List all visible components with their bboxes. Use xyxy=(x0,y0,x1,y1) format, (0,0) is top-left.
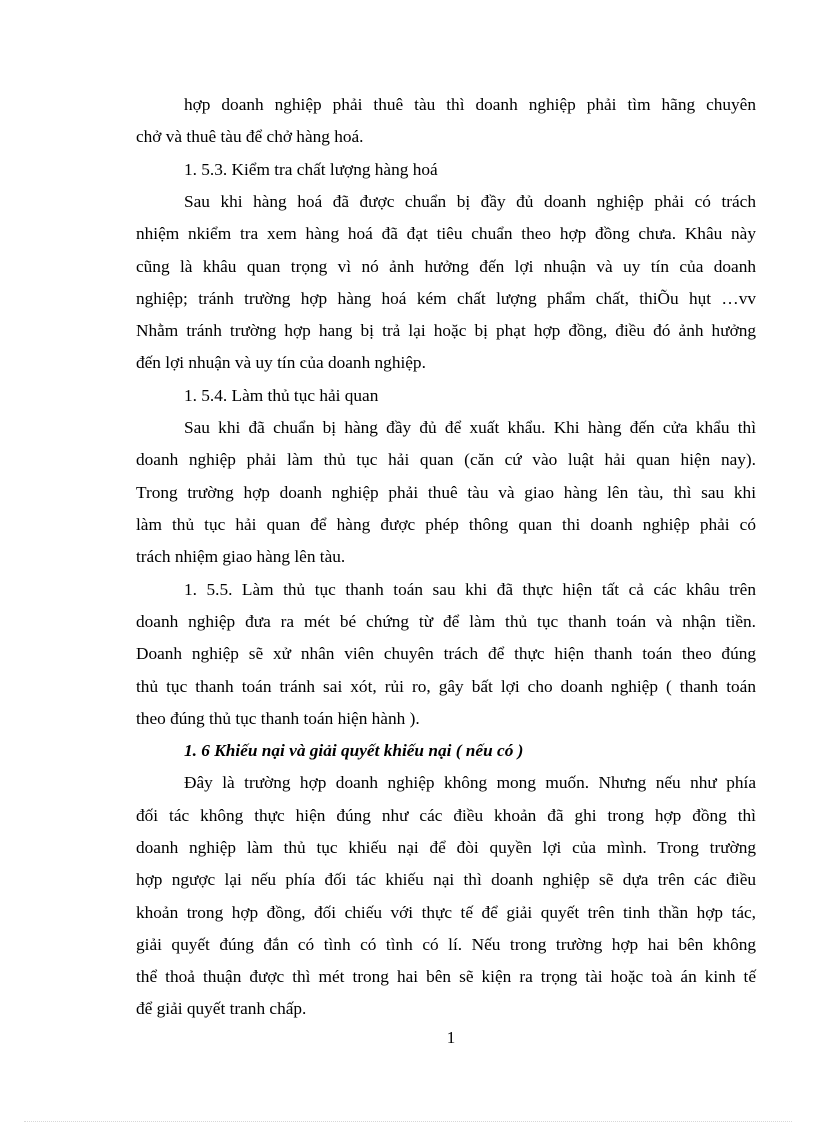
text-line: hợp ngược lại nếu phía đối tác khiếu nại thì doanh nghiệp sẽ dựa trên các điều xyxy=(136,870,756,889)
text-line: hợp doanh nghiệp phải thuê tàu thì doanh nghiệp phải tìm hãng chuyên xyxy=(184,95,756,114)
text-line: Sau khi hàng hoá đã được chuẩn bị đầy đủ doanh nghiệp phải có trách xyxy=(184,192,756,211)
text-line: cũng là khâu quan trọng vì nó ảnh hưởng đến lợi nhuận và uy tín của doanh xyxy=(136,257,756,276)
text-line: theo đúng thủ tục thanh toán hiện hành ). xyxy=(136,709,420,728)
text-line: nghiệp; tránh trường hợp hàng hoá kém chất lượng phẩm chất, thiÕu hụt …vv xyxy=(136,289,756,308)
text-line: chở và thuê tàu để chở hàng hoá. xyxy=(136,127,364,146)
text-line: thủ tục thanh toán tránh sai xót, rủi ro, gây bất lợi cho doanh nghiệp ( thanh toán xyxy=(136,677,756,696)
text-line: Đây là trường hợp doanh nghiệp không mong muốn. Nhưng nếu như phía xyxy=(184,773,756,792)
text-line: khoản trong hợp đồng, đối chiếu với thực tế để giải quyết trên tinh thần hợp tác, xyxy=(136,903,756,922)
text-line: trách nhiệm giao hàng lên tàu. xyxy=(136,547,346,566)
text-line: giải quyết đúng đắn có tình có tình có lí. Nếu trong trường hợp hai bên không xyxy=(136,935,756,954)
section-heading: 1. 6 Khiếu nại và giải quyết khiếu nại ( nếu có ) xyxy=(184,741,524,760)
subsection-heading: 1. 5.3. Kiểm tra chất lượng hàng hoá xyxy=(184,160,438,179)
text-line: doanh nghiệp phải làm thủ tục hải quan (căn cứ vào luật hải quan hiện nay). xyxy=(136,450,756,469)
page-number: 1 xyxy=(446,1028,456,1047)
text-line: Trong trường hợp doanh nghiệp phải thuê tàu và giao hàng lên tàu, thì sau khi xyxy=(136,483,756,502)
text-line: doanh nghiệp đưa ra mét bé chứng từ để làm thủ tục thanh toán và nhận tiền. xyxy=(136,612,756,631)
page-bottom-rule xyxy=(24,1121,792,1122)
text-line: đến lợi nhuận và uy tín của doanh nghiệp. xyxy=(136,353,426,372)
text-line: thể thoả thuận được thì mét trong hai bên sẽ kiện ra trọng tài hoặc toà án kinh tế xyxy=(136,967,756,986)
text-line: 1. 5.5. Làm thủ tục thanh toán sau khi đã thực hiện tất cả các khâu trên xyxy=(184,580,756,599)
text-line: doanh nghiệp làm thủ tục khiếu nại để đòi quyền lợi của mình. Trong trường xyxy=(136,838,756,857)
text-line: đối tác không thực hiện đúng như các điều khoản đã ghi trong hợp đồng thì xyxy=(136,806,756,825)
text-line: làm thủ tục hải quan để hàng được phép thông quan thi doanh nghiệp phải có xyxy=(136,515,756,534)
text-line: Sau khi đã chuẩn bị hàng đầy đủ để xuất khẩu. Khi hàng đến cửa khẩu thì xyxy=(184,418,756,437)
subsection-heading: 1. 5.4. Làm thủ tục hải quan xyxy=(184,386,379,405)
text-line: nhiệm nkiểm tra xem hàng hoá đã đạt tiêu chuẩn theo hợp đồng chưa. Khâu này xyxy=(136,224,756,243)
text-line: để giải quyết tranh chấp. xyxy=(136,999,307,1018)
text-line: Nhằm tránh trường hợp hang bị trả lại hoặc bị phạt hợp đồng, điều đó ảnh hưởng xyxy=(136,321,756,340)
text-line: Doanh nghiệp sẽ xử nhân viên chuyên trách để thực hiện thanh toán theo đúng xyxy=(136,644,756,663)
